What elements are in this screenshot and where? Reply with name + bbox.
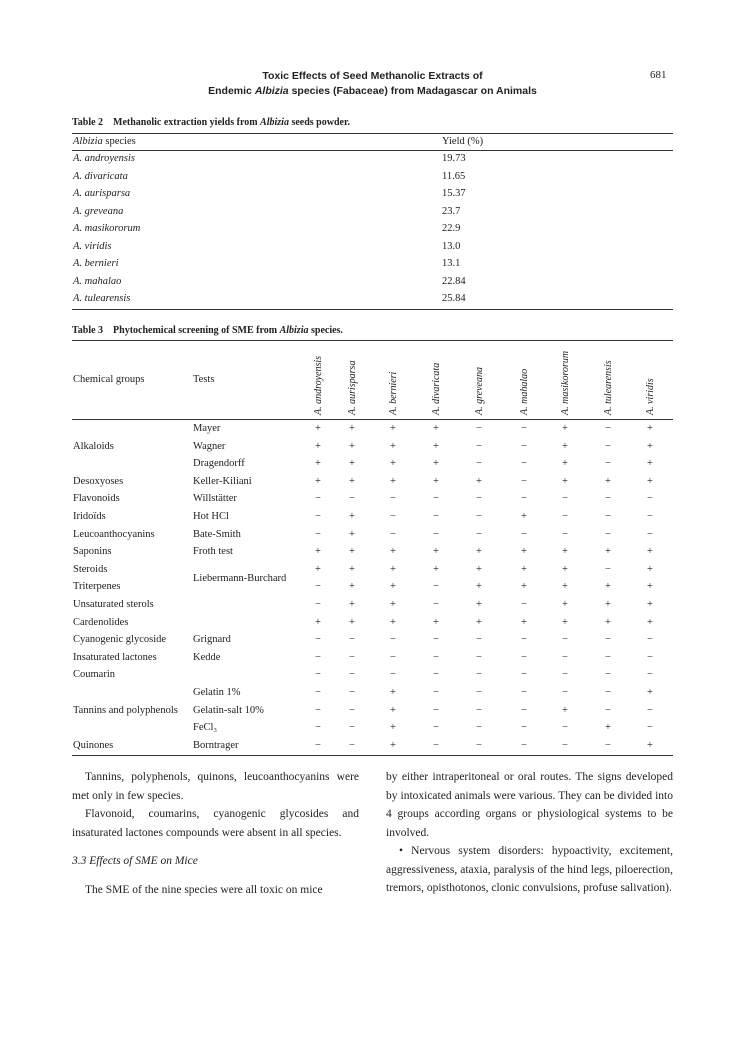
table3-caption-pre: Table 3 Phytochemical screening of SME from xyxy=(72,325,280,336)
table3-mark-positive: + xyxy=(476,546,482,558)
table3-cell-test: Mayer xyxy=(193,423,221,434)
table3-mark-positive: + xyxy=(390,581,396,593)
table3-mark-negative: − xyxy=(315,528,321,540)
table3-mark-negative: − xyxy=(476,634,482,646)
table3-mark-negative: − xyxy=(476,739,482,751)
table3-mark-negative: − xyxy=(605,634,611,646)
table3-mark-negative: − xyxy=(647,634,653,646)
table3-mark-negative: − xyxy=(521,528,527,540)
table3-row xyxy=(72,703,673,721)
table3-header-tests: Tests xyxy=(193,374,215,385)
table2-row xyxy=(72,239,673,257)
table3-mark-negative: − xyxy=(476,704,482,716)
table2-cell-yield: 22.84 xyxy=(442,275,466,287)
table3-mark-negative: − xyxy=(315,722,321,734)
table3-cell-group: Saponins xyxy=(73,546,112,558)
table3-row xyxy=(72,650,673,668)
left-paragraph-1: Tannins, polyphenols, quinons, leucoanthocyanins were met only in few species. xyxy=(72,771,359,802)
table2-caption-genus: Albizia xyxy=(260,117,289,128)
table3-cell-test: Kedde xyxy=(193,651,221,663)
table3-mark-negative: − xyxy=(521,739,527,751)
table3-mark-positive: + xyxy=(476,616,482,628)
table3-cell-group: Desoxyoses xyxy=(73,475,124,487)
table2-cell-species: A. aurisparsa xyxy=(73,188,131,199)
table3-mark-negative: − xyxy=(605,458,611,470)
table3-cell-test: Bate-Smith xyxy=(193,528,241,540)
table3-mark-positive: + xyxy=(562,458,568,470)
table3-species-header xyxy=(474,345,488,417)
table3-mark-positive: + xyxy=(315,475,321,487)
table2-row xyxy=(72,256,673,274)
table3-cell-test: Dragendorff xyxy=(193,458,245,470)
table3-cell-group: Iridoïds xyxy=(73,511,106,522)
table3-mark-positive: + xyxy=(476,581,482,593)
table3-row xyxy=(72,509,673,527)
table3-mark-positive: + xyxy=(349,511,355,522)
table3-mark-positive: + xyxy=(605,599,611,610)
table3-mark-negative: − xyxy=(349,704,355,716)
table3-mark-negative: − xyxy=(476,423,482,434)
table3-cell-test: Froth test xyxy=(193,546,233,558)
table3-mark-negative: − xyxy=(476,651,482,663)
table3-mark-positive: + xyxy=(562,581,568,593)
left-column xyxy=(72,768,359,899)
table3-mark-negative: − xyxy=(476,687,482,698)
table3-mark-positive: + xyxy=(521,511,527,522)
table2-cell-species: A. viridis xyxy=(73,240,112,252)
table3-mark-negative: − xyxy=(521,634,527,646)
table3-caption-post: species. xyxy=(308,325,343,336)
table3-mark-negative: − xyxy=(390,669,396,681)
table2-cell-yield: 22.9 xyxy=(442,223,461,234)
table3-mark-positive: + xyxy=(390,546,396,558)
table3-mark-positive: + xyxy=(433,440,439,452)
table3-mark-positive: + xyxy=(647,599,653,610)
table3-cell-group: Steroids xyxy=(73,563,108,575)
table2-header-yield: Yield (%) xyxy=(442,136,484,147)
table3-mark-negative: − xyxy=(562,687,568,698)
table3-species-label: A. divaricata xyxy=(431,362,442,415)
table3-mark-negative: − xyxy=(521,475,527,487)
table3-mark-negative: − xyxy=(605,669,611,681)
table3-mark-positive: + xyxy=(476,563,482,575)
table3-mark-negative: − xyxy=(647,493,653,505)
table3-mark-positive: + xyxy=(433,563,439,575)
table2-row xyxy=(72,204,673,222)
table3-header-rule xyxy=(72,419,673,420)
table3-cell-group: Flavonoids xyxy=(73,493,120,505)
table3-cell-group: Insaturated lactones xyxy=(73,651,157,663)
table3-row xyxy=(72,685,673,703)
table3-mark-positive: + xyxy=(476,599,482,610)
table3-mark-positive: + xyxy=(433,458,439,470)
table3-mark-negative: − xyxy=(349,634,355,646)
header-title-line2-post: species (Fabaceae) from Madagascar on Animals xyxy=(288,85,537,97)
table3-mark-negative: − xyxy=(562,651,568,663)
table3-mark-positive: + xyxy=(562,440,568,452)
table3-mark-positive: + xyxy=(349,528,355,540)
table3-mark-positive: + xyxy=(605,546,611,558)
table3-mark-positive: + xyxy=(315,440,321,452)
table3-mark-positive: + xyxy=(349,581,355,593)
table3-mark-positive: + xyxy=(390,687,396,698)
table3-species-header xyxy=(560,345,574,417)
table3-mark-positive: + xyxy=(647,616,653,628)
table3-species-label: A. androyensis xyxy=(313,355,324,415)
table3-mark-negative: − xyxy=(433,528,439,540)
table3-row xyxy=(72,421,673,439)
table3-mark-positive: + xyxy=(390,722,396,734)
table3-row xyxy=(72,615,673,633)
table3-mark-negative: − xyxy=(562,739,568,751)
table3-mark-negative: − xyxy=(562,722,568,734)
table2-header-genus: Albizia xyxy=(73,136,103,147)
table3-mark-positive: + xyxy=(349,599,355,610)
table3-mark-negative: − xyxy=(390,511,396,522)
table3-mark-negative: − xyxy=(315,687,321,698)
table2-caption-post: seeds powder. xyxy=(288,117,350,128)
table3-mark-negative: − xyxy=(315,581,321,593)
table3-mark-positive: + xyxy=(349,616,355,628)
right-column xyxy=(386,768,673,898)
table3-mark-positive: + xyxy=(562,616,568,628)
table3-mark-positive: + xyxy=(562,475,568,487)
table3-species-label: A. aurisparsa xyxy=(347,360,358,415)
table3-cell-group: Coumarin xyxy=(73,669,115,681)
table3-mark-negative: − xyxy=(433,722,439,734)
table3-row xyxy=(72,491,673,509)
table3-mark-negative: − xyxy=(521,423,527,434)
page-number: 681 xyxy=(650,69,667,81)
table3-mark-positive: + xyxy=(315,546,321,558)
table3-mark-negative: − xyxy=(605,687,611,698)
table3-mark-negative: − xyxy=(647,511,653,522)
table3-cell-group: Triterpenes xyxy=(73,581,121,593)
table2-row xyxy=(72,169,673,187)
table3-row xyxy=(72,439,673,457)
table3-row xyxy=(72,456,673,474)
table3-mark-negative: − xyxy=(349,669,355,681)
table3-species-header xyxy=(313,345,327,417)
header-title-line2-pre: Endemic xyxy=(208,85,255,97)
table2-caption xyxy=(72,117,350,128)
table3-species-label: A. mahalao xyxy=(519,368,530,415)
table3 xyxy=(72,340,673,756)
table3-mark-positive: + xyxy=(647,475,653,487)
table3-species-label: A. masikororum xyxy=(560,350,571,415)
table3-mark-negative: − xyxy=(315,739,321,751)
table3-row xyxy=(72,562,673,580)
table3-cell-group: Cardenolides xyxy=(73,616,129,628)
table2-cell-yield: 19.73 xyxy=(442,153,466,164)
table3-mark-positive: + xyxy=(349,440,355,452)
table3-mark-positive: + xyxy=(647,423,653,434)
table3-mark-positive: + xyxy=(647,739,653,751)
table3-mark-negative: − xyxy=(433,493,439,505)
table3-mark-negative: − xyxy=(562,634,568,646)
table3-mark-negative: − xyxy=(647,651,653,663)
table3-mark-negative: − xyxy=(521,669,527,681)
table3-mark-negative: − xyxy=(521,651,527,663)
table3-mark-positive: + xyxy=(349,563,355,575)
table3-species-label: A. greveana xyxy=(474,367,485,415)
table3-mark-positive: + xyxy=(647,440,653,452)
table3-mark-negative: − xyxy=(315,651,321,663)
table3-mark-negative: − xyxy=(647,669,653,681)
table3-mark-negative: − xyxy=(315,599,321,610)
table3-species-header xyxy=(603,345,617,417)
table3-mark-negative: − xyxy=(476,493,482,505)
table3-species-header xyxy=(388,345,402,417)
table3-species-header xyxy=(431,345,445,417)
table3-cell-test: Wagner xyxy=(193,440,226,452)
table2 xyxy=(72,133,673,310)
table3-species-label: A. tulearensis xyxy=(603,360,614,415)
table3-mark-negative: − xyxy=(433,651,439,663)
table3-mark-negative: − xyxy=(521,440,527,452)
table3-mark-negative: − xyxy=(605,493,611,505)
table3-cell-test: Borntrager xyxy=(193,739,239,751)
table3-cell-group: Cyanogenic glycoside xyxy=(73,634,167,646)
table3-mark-negative: − xyxy=(349,493,355,505)
table2-cell-species: A. masikororum xyxy=(73,223,141,234)
table3-mark-negative: − xyxy=(647,704,653,716)
table2-caption-pre: Table 2 Methanolic extraction yields from xyxy=(72,117,261,128)
table3-mark-negative: − xyxy=(390,528,396,540)
table3-row xyxy=(72,544,673,562)
table2-cell-yield: 15.37 xyxy=(442,188,466,199)
table3-mark-negative: − xyxy=(315,511,321,522)
table3-cell-test: Grignard xyxy=(193,634,231,646)
table3-cell-test: Willstätter xyxy=(193,493,237,505)
table2-row xyxy=(72,151,673,169)
table3-mark-negative: − xyxy=(605,440,611,452)
table3-mark-positive: + xyxy=(390,458,396,470)
table2-cell-yield: 25.84 xyxy=(442,293,466,304)
table3-species-label: A. viridis xyxy=(645,378,656,415)
table3-mark-negative: − xyxy=(521,687,527,698)
table3-mark-negative: − xyxy=(315,704,321,716)
table3-mark-positive: + xyxy=(390,616,396,628)
table3-mark-negative: − xyxy=(349,687,355,698)
table3-mark-positive: + xyxy=(605,722,611,734)
table3-mark-positive: + xyxy=(562,704,568,716)
table3-mark-negative: − xyxy=(349,739,355,751)
right-paragraph-2: • Nervous system disorders: hypoactivity, excitement, aggressiveness, ataxia, paralysis of the hind legs, piloerection, tremors, opisthotonos, clonic convulsions, profuse salivation). xyxy=(386,845,673,894)
table3-row xyxy=(72,527,673,545)
table3-mark-negative: − xyxy=(605,563,611,575)
table3-mark-negative: − xyxy=(562,669,568,681)
table2-cell-yield: 23.7 xyxy=(442,205,461,217)
table3-mark-positive: + xyxy=(605,581,611,593)
table3-mark-positive: + xyxy=(476,475,482,487)
table3-mark-negative: − xyxy=(433,581,439,593)
table3-cell-test: FeCl₃ xyxy=(193,722,218,734)
table3-cell-group: Quinones xyxy=(73,739,114,751)
table3-mark-positive: + xyxy=(605,616,611,628)
table3-mark-negative: − xyxy=(605,704,611,716)
table3-mark-negative: − xyxy=(349,651,355,663)
table3-mark-positive: + xyxy=(315,458,321,470)
table3-species-header xyxy=(519,345,533,417)
table3-mark-negative: − xyxy=(476,669,482,681)
table3-mark-negative: − xyxy=(562,511,568,522)
table2-cell-species: A. androyensis xyxy=(73,153,136,164)
table2-cell-species: A. mahalao xyxy=(73,275,122,287)
table3-species-header xyxy=(645,345,659,417)
right-paragraph-1: by either intraperitoneal or oral routes. The signs developed by intoxicated animals were various. They can be divided into 4 groups according organs or physiological systems to be involved. xyxy=(386,771,673,839)
running-header-title xyxy=(150,69,595,99)
table3-mark-negative: − xyxy=(433,669,439,681)
table3-cell-test: Gelatin 1% xyxy=(193,687,241,698)
section-heading: 3.3 Effects of SME on Mice xyxy=(72,855,198,867)
left-paragraph-3: The SME of the nine species were all toxic on mice xyxy=(85,883,323,896)
table3-mark-positive: + xyxy=(647,563,653,575)
table3-mark-negative: − xyxy=(521,493,527,505)
table2-row xyxy=(72,186,673,204)
table3-mark-negative: − xyxy=(315,634,321,646)
table2-header-row xyxy=(72,134,673,151)
table3-row xyxy=(72,597,673,615)
table3-mark-negative: − xyxy=(521,722,527,734)
table3-mark-negative: − xyxy=(476,528,482,540)
table3-mark-positive: + xyxy=(349,475,355,487)
table3-mark-negative: − xyxy=(476,440,482,452)
table2-cell-species: A. bernieri xyxy=(73,258,119,269)
table3-mark-negative: − xyxy=(476,511,482,522)
table3-species-header xyxy=(347,345,361,417)
table3-mark-negative: − xyxy=(521,704,527,716)
table3-mark-negative: − xyxy=(433,687,439,698)
table3-mark-negative: − xyxy=(433,704,439,716)
table3-mark-positive: + xyxy=(390,423,396,434)
table3-mark-negative: − xyxy=(433,739,439,751)
table2-cell-species: A. greveana xyxy=(73,205,124,217)
table3-mark-negative: − xyxy=(605,528,611,540)
table3-cell-group: Tannins and polyphenols xyxy=(73,704,178,716)
table3-mark-positive: + xyxy=(433,546,439,558)
table3-mark-negative: − xyxy=(349,722,355,734)
table3-mark-negative: − xyxy=(605,423,611,434)
table3-mark-negative: − xyxy=(562,528,568,540)
table2-row xyxy=(72,274,673,292)
table3-cell-test: Keller-Kiliani xyxy=(193,475,252,487)
table3-mark-positive: + xyxy=(647,687,653,698)
table3-mark-positive: + xyxy=(562,423,568,434)
table3-mark-positive: + xyxy=(315,423,321,434)
table3-mark-negative: − xyxy=(390,634,396,646)
table3-mark-negative: − xyxy=(390,651,396,663)
table3-mark-negative: − xyxy=(433,511,439,522)
header-title-line1: Toxic Effects of Seed Methanolic Extracts of xyxy=(262,70,483,82)
table3-row xyxy=(72,667,673,685)
table2-header-species xyxy=(73,136,136,147)
header-title-genus: Albizia xyxy=(254,85,289,97)
table3-cell-group: Unsaturated sterols xyxy=(73,599,154,610)
table2-row xyxy=(72,291,673,309)
table3-mark-positive: + xyxy=(349,546,355,558)
table2-cell-species: A. divaricata xyxy=(73,170,128,182)
table3-mark-positive: + xyxy=(521,616,527,628)
table2-cell-species: A. tulearensis xyxy=(73,293,131,304)
table3-mark-positive: + xyxy=(521,563,527,575)
table3-mark-positive: + xyxy=(647,546,653,558)
table3-mark-negative: − xyxy=(315,493,321,505)
table3-mark-positive: + xyxy=(349,423,355,434)
table3-header-groups: Chemical groups xyxy=(73,374,145,385)
table2-cell-yield: 13.0 xyxy=(442,240,461,252)
table3-mark-positive: + xyxy=(390,599,396,610)
table3-mark-positive: + xyxy=(433,616,439,628)
table3-mark-positive: + xyxy=(562,599,568,610)
table3-row xyxy=(72,720,673,738)
table3-mark-positive: + xyxy=(390,563,396,575)
table3-mark-positive: + xyxy=(390,704,396,716)
table3-mark-negative: − xyxy=(647,722,653,734)
table2-body xyxy=(72,151,673,309)
table3-shared-test-label: Liebermann-Burchard xyxy=(193,572,287,584)
table3-mark-positive: + xyxy=(390,475,396,487)
table3-cell-group: Alkaloids xyxy=(73,440,114,452)
table3-mark-positive: + xyxy=(315,563,321,575)
table3-mark-negative: − xyxy=(521,458,527,470)
table3-caption xyxy=(72,325,343,336)
table3-cell-test: Hot HCl xyxy=(193,511,229,522)
table3-mark-positive: + xyxy=(647,581,653,593)
table2-cell-yield: 13.1 xyxy=(442,258,461,269)
table2-header-species-text: species xyxy=(102,136,136,147)
table3-caption-genus: Albizia xyxy=(279,325,309,336)
table3-mark-negative: − xyxy=(605,651,611,663)
table3-mark-positive: + xyxy=(349,458,355,470)
table3-mark-negative: − xyxy=(605,739,611,751)
table3-mark-negative: − xyxy=(433,634,439,646)
table3-mark-negative: − xyxy=(476,458,482,470)
table3-mark-positive: + xyxy=(390,440,396,452)
table3-mark-positive: + xyxy=(647,458,653,470)
table3-mark-negative: − xyxy=(315,669,321,681)
table3-mark-negative: − xyxy=(476,722,482,734)
table3-mark-positive: + xyxy=(562,546,568,558)
table3-mark-positive: + xyxy=(433,475,439,487)
table3-row xyxy=(72,632,673,650)
table3-row xyxy=(72,474,673,492)
table3-mark-positive: + xyxy=(433,423,439,434)
table3-mark-negative: − xyxy=(647,528,653,540)
table3-row xyxy=(72,579,673,597)
left-paragraph-2: Flavonoid, coumarins, cyanogenic glycosides and insaturated lactones compounds were absent in all species. xyxy=(72,808,359,839)
table3-cell-test: Gelatin-salt 10% xyxy=(193,704,264,716)
table3-mark-positive: + xyxy=(521,546,527,558)
header-title-line2 xyxy=(150,84,595,99)
table3-mark-positive: + xyxy=(390,739,396,751)
table3-row xyxy=(72,738,673,756)
table3-mark-negative: − xyxy=(521,599,527,610)
table2-row xyxy=(72,221,673,239)
table3-cell-group: Leucoanthocyanins xyxy=(73,528,155,540)
table3-species-label: A. bernieri xyxy=(388,371,399,415)
table2-cell-yield: 11.65 xyxy=(442,170,466,182)
table3-mark-negative: − xyxy=(562,493,568,505)
table3-mark-positive: + xyxy=(315,616,321,628)
table3-mark-positive: + xyxy=(521,581,527,593)
table3-mark-positive: + xyxy=(605,475,611,487)
table3-mark-positive: + xyxy=(562,563,568,575)
table3-mark-negative: − xyxy=(433,599,439,610)
table3-mark-negative: − xyxy=(605,511,611,522)
table3-mark-negative: − xyxy=(390,493,396,505)
